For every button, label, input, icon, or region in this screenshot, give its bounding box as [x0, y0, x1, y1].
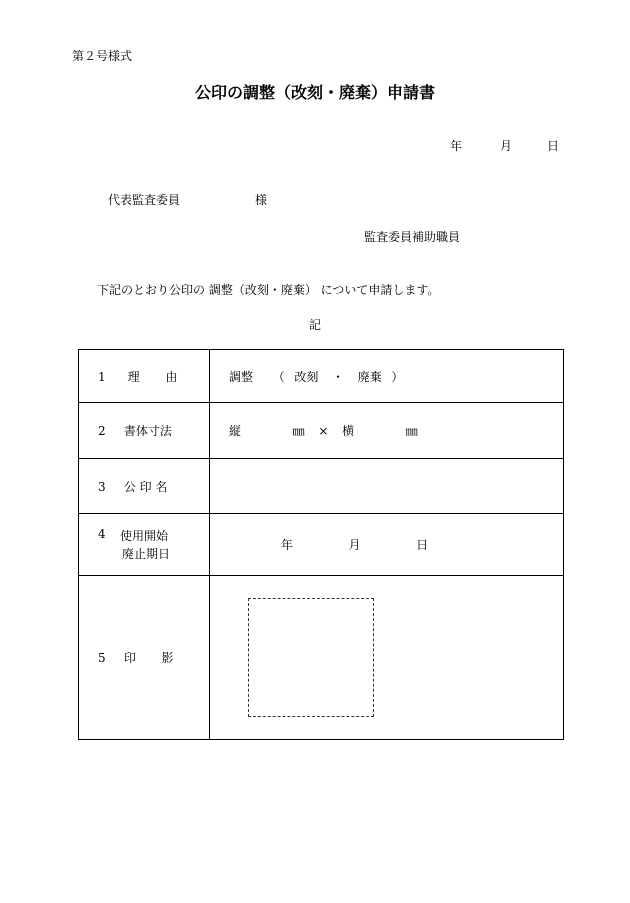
dimensions-value-cell[interactable] — [210, 403, 564, 459]
label-part: 印 — [123, 651, 136, 665]
value-part: 日 — [416, 538, 429, 552]
value-part: ㎜ — [292, 424, 305, 438]
date-year-label: 年 — [450, 139, 463, 153]
seal-name-value-cell[interactable] — [210, 459, 564, 514]
addressee-name: 代表監査委員 — [108, 193, 181, 207]
row-number: 5 — [98, 651, 106, 665]
form-row-dimensions — [79, 403, 564, 459]
row-number: 3 — [98, 479, 106, 494]
value-part: 年 — [280, 538, 293, 552]
application-statement: 下記のとおり公印の 調整（改刻・廃棄） について申請します。 — [97, 283, 440, 297]
form-row-seal-name — [79, 459, 564, 514]
form-row-dates — [79, 514, 564, 576]
value-part: × — [318, 424, 329, 438]
value-part: （ — [272, 369, 285, 384]
row-label-cell — [79, 350, 210, 403]
row-label-line: 廃止期日 — [122, 546, 171, 561]
seal-impression-cell[interactable] — [210, 576, 564, 740]
addressee-honorific: 様 — [255, 193, 268, 207]
row-label-cell — [79, 403, 210, 459]
label-part: 理 — [127, 369, 140, 384]
ki-heading: 記 — [308, 318, 321, 332]
value-part: 縦 — [229, 424, 242, 438]
value-part: ） — [391, 369, 404, 384]
row-number: 1 — [98, 369, 106, 384]
label-part: 影 — [161, 651, 174, 665]
application-form-table — [78, 349, 564, 740]
row-number: 2 — [98, 424, 106, 438]
dates-value-cell[interactable] — [210, 514, 564, 576]
row-label-line: 使用開始 — [120, 528, 169, 543]
value-part: 横 — [342, 424, 355, 438]
value-part: ㎜ — [405, 424, 418, 438]
label-part: 由 — [165, 369, 178, 384]
row-label-stack — [120, 527, 170, 563]
seal-impression-box[interactable] — [248, 598, 374, 717]
value-part: 廃棄 — [357, 369, 382, 384]
row-label-cell — [79, 576, 210, 740]
row-number: 4 — [98, 526, 106, 541]
form-row-reason — [79, 350, 564, 403]
value-part: ・ — [332, 369, 345, 384]
form-row-seal-impression — [79, 576, 564, 740]
reason-value-cell[interactable] — [210, 350, 564, 403]
value-part: 月 — [348, 538, 361, 552]
value-part: 調整 — [229, 369, 254, 384]
form-number: 第２号様式 — [72, 49, 133, 63]
value-part: 改刻 — [294, 369, 319, 384]
row-label-cell — [79, 514, 210, 576]
row-label: 公 印 名 — [123, 479, 168, 494]
row-label-cell — [79, 459, 210, 514]
applicant-label: 監査委員補助職員 — [364, 230, 461, 244]
date-day-label: 日 — [547, 139, 560, 153]
document-title: 公印の調整（改刻・廃棄）申請書 — [194, 83, 435, 102]
row-label: 書体寸法 — [123, 424, 172, 438]
date-month-label: 月 — [500, 139, 513, 153]
